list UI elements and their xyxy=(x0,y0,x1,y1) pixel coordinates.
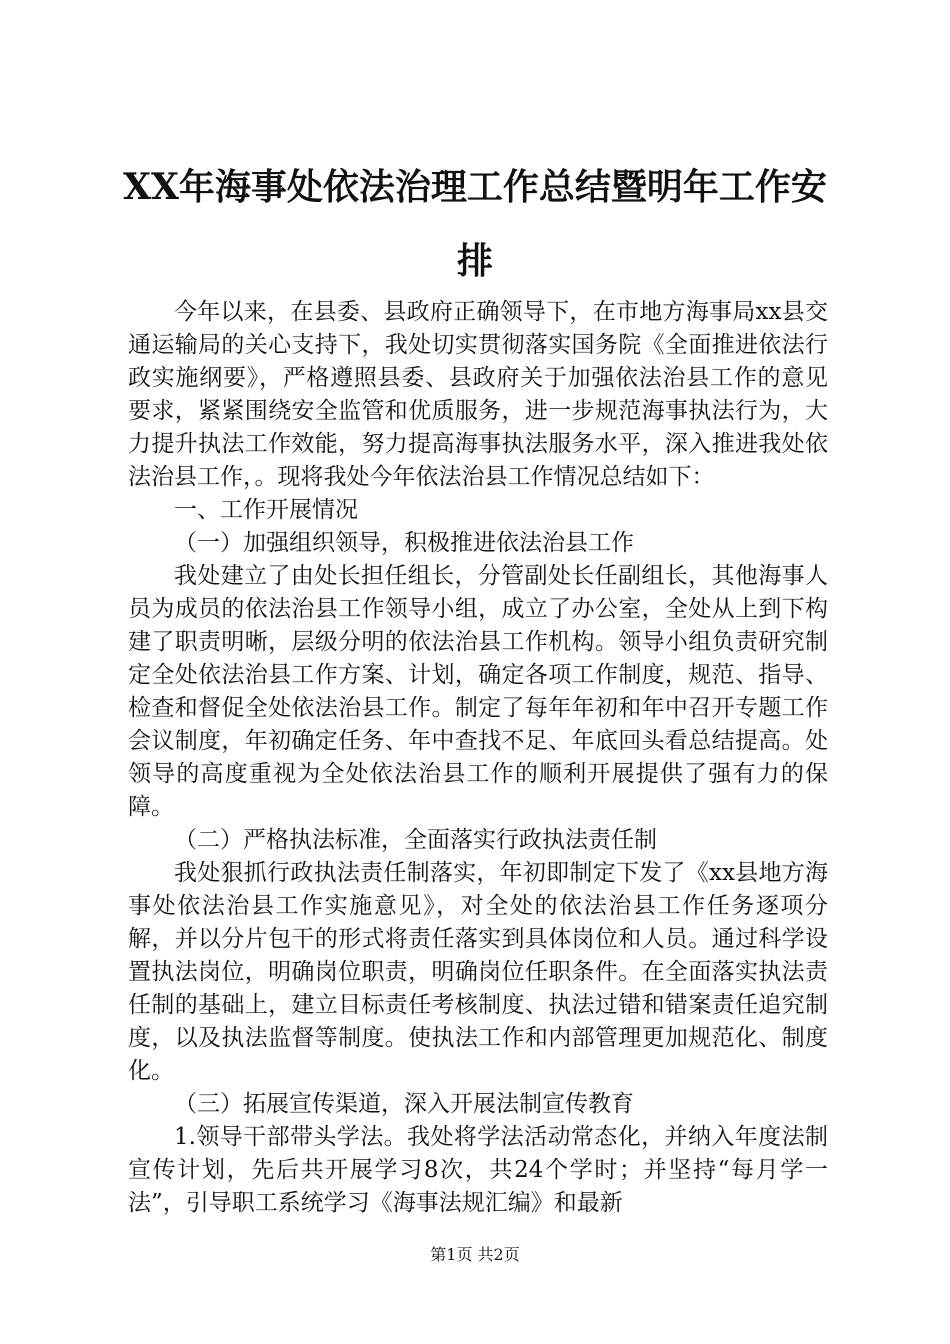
paragraph-study: 1.领导干部带头学法。我处将学法活动常态化，并纳入年度法制宣传计划，先后共开展学习8次，共24个学时；并坚持“每月学一法”，引导职工系统学习《海事法规汇编》和最新 xyxy=(128,1124,828,1216)
paragraph-intro: 今年以来，在县委、县政府正确领导下，在市地方海事局xx县交通运输局的关心支持下，我处切实贯彻落实国务院《全面推进依法行政实施纲要》，严格遵照县委、县政府关于加强依法治县工作的意见要求，紧紧围绕安全监管和优质服务，进一步规范海事执法行为，大力提升执法工作效能，努力提高海事执法服务水平，深入推进我处依法治县工作，。现将我处今年依法治县工作情况总结如下： xyxy=(128,299,828,490)
subsection-heading-1: （一）加强组织领导，积极推进依法治县工作 xyxy=(174,530,634,556)
document-title: XX年海事处依法治理工作总结暨明年工作安排 xyxy=(123,166,827,282)
paragraph-organization: 我处建立了由处长担任组长，分管副处长任副组长，其他海事人员为成员的依法治县工作领导小组，成立了办公室，全处从上到下构建了职责明晰，层级分明的依法治县工作机构。领导小组负责研究制定全处依法治县工作方案、计划，确定各项工作制度，规范、指导、检查和督促全处依法治县工作。制定了每年年初和年中召开专题工作会议制度，年初确定任务、年中查找不足、年底回头看总结提高。处领导的高度重视为全处依法治县工作的顺利开展提供了强有力的保障。 xyxy=(128,563,828,820)
document-body xyxy=(128,296,828,1220)
subsection-heading-3: （三）拓展宣传渠道，深入开展法制宣传教育 xyxy=(174,1091,634,1117)
page-footer: 第1页 共2页 xyxy=(430,1245,520,1264)
section-heading-1: 一、工作开展情况 xyxy=(174,497,358,523)
paragraph-responsibility: 我处狠抓行政执法责任制落实，年初即制定下发了《xx县地方海事处依法治县工作实施意见》，对全处的依法治县工作任务逐项分解，并以分片包干的形式将责任落实到具体岗位和人员。通过科学设置执法岗位，明确岗位职责，明确岗位任职条件。在全面落实执法责任制的基础上，建立目标责任考核制度、执法过错和错案责任追究制度，以及执法监督等制度。使执法工作和内部管理更加规范化、制度化。 xyxy=(128,860,828,1084)
subsection-heading-2: （二）严格执法标准，全面落实行政执法责任制 xyxy=(174,827,657,853)
